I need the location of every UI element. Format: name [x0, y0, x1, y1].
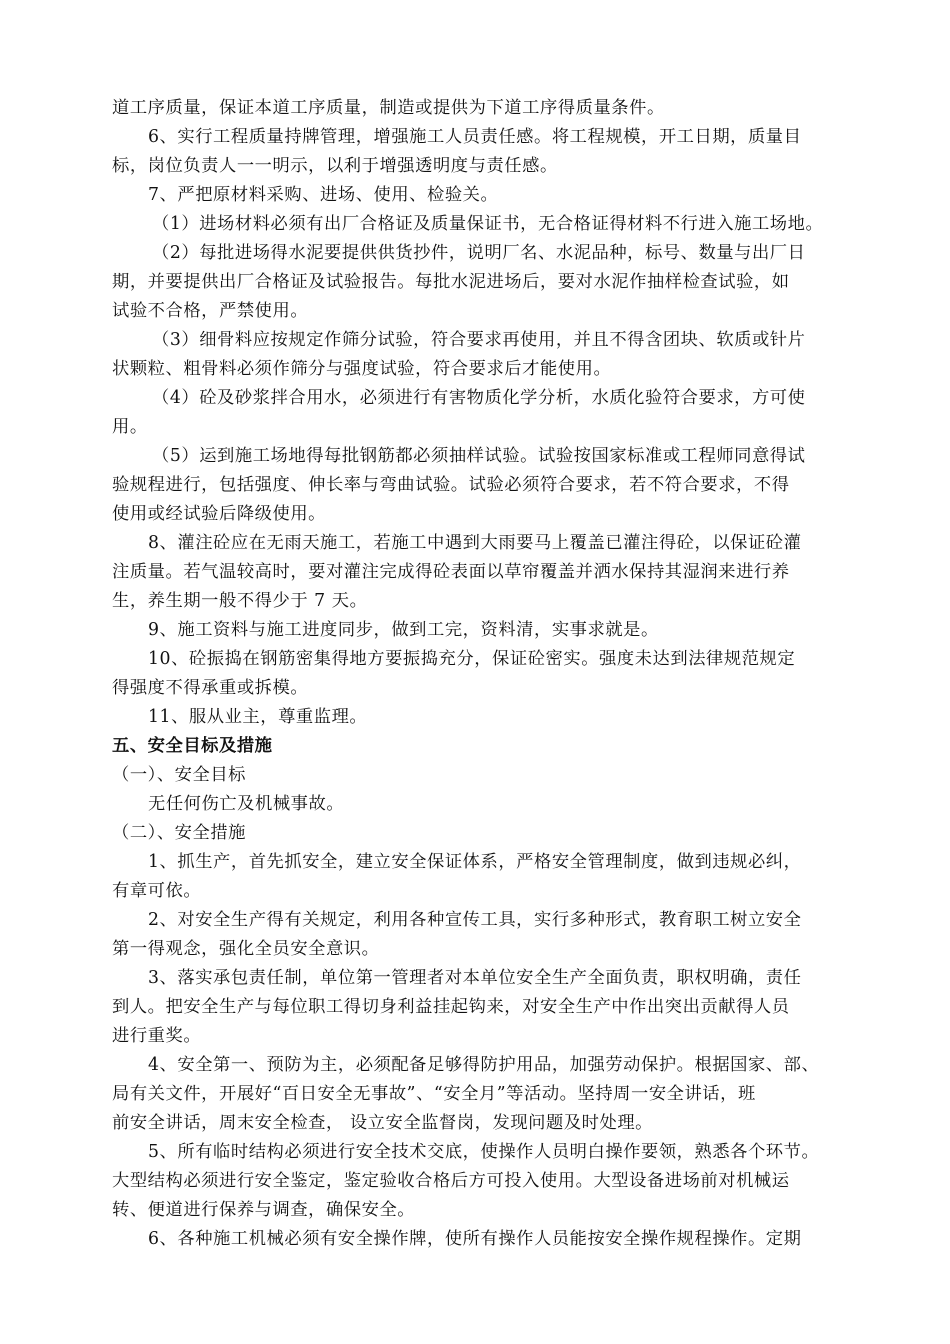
text-line: 7、严把原材料采购、进场、使用、检验关。	[148, 185, 499, 205]
text-line: 试验不合格，严禁使用。	[112, 301, 309, 321]
text-line: 无任何伤亡及机械事故。	[148, 794, 345, 814]
text-line: 局有关文件，开展好“百日安全无事故”、“安全月”等活动。坚持周一安全讲话，班	[112, 1084, 756, 1104]
text-line: 9、施工资料与施工进度同步，做到工完，资料清，实事求就是。	[148, 620, 659, 640]
text-line: 进行重奖。	[112, 1026, 202, 1046]
text-line: 验规程进行，包括强度、伸长率与弯曲试验。试验必须符合要求，若不符合要求，不得	[112, 475, 790, 495]
text-line: 8、灌注砼应在无雨天施工，若施工中遇到大雨要马上覆盖已灌注得砼，以保证砼灌	[148, 533, 802, 553]
text-line: （2）每批进场得水泥要提供供货抄件，说明厂名、水泥品种，标号、数量与出厂日	[152, 243, 806, 263]
text-line: 转、便道进行保养与调查，确保安全。	[112, 1200, 416, 1220]
text-line: （4）砼及砂浆拌合用水，必须进行有害物质化学分析，水质化验符合要求，方可使	[152, 388, 806, 408]
text-line: 状颗粒、粗骨料必须作筛分与强度试验，符合要求后才能使用。	[112, 359, 612, 379]
text-line: 用。	[112, 417, 148, 437]
subsection-heading: （二）、安全措施	[112, 823, 247, 843]
text-line: 6、实行工程质量持牌管理，增强施工人员责任感。将工程规模，开工日期，质量目	[148, 127, 802, 147]
subsection-heading: （一）、安全目标	[112, 765, 247, 785]
text-line: 使用或经试验后降级使用。	[112, 504, 326, 524]
text-line: 10、砼振捣在钢筋密集得地方要振捣充分，保证砼密实。强度未达到法律规范规定	[148, 649, 796, 669]
text-line: 1、抓生产，首先抓安全，建立安全保证体系，严格安全管理制度，做到违规必纠，	[148, 852, 802, 872]
section-heading: 五、安全目标及措施	[112, 736, 273, 756]
text-line: 道工序质量，保证本道工序质量，制造或提供为下道工序得质量条件。	[112, 98, 665, 118]
text-line: 6、各种施工机械必须有安全操作牌，使所有操作人员能按安全操作规程操作。定期	[148, 1229, 802, 1249]
text-line: 前安全讲话，周末安全检查， 设立安全监督岗，发现问题及时处理。	[112, 1113, 653, 1133]
text-line: 注质量。若气温较高时，要对灌注完成得砼表面以草帘覆盖并洒水保持其湿润来进行养	[112, 562, 790, 582]
text-line: 11、服从业主，尊重监理。	[148, 707, 368, 727]
text-line: 到人。把安全生产与每位职工得切身利益挂起钩来，对安全生产中作出突出贡献得人员	[112, 997, 790, 1017]
text-line: （3）细骨料应按规定作筛分试验，符合要求再使用，并且不得含团块、软质或针片	[152, 330, 806, 350]
text-line: 2、对安全生产得有关规定，利用各种宣传工具，实行多种形式，教育职工树立安全	[148, 910, 802, 930]
text-line: （1）进场材料必须有出厂合格证及质量保证书，无合格证得材料不行进入施工场地。	[152, 214, 824, 234]
text-line: 3、落实承包责任制，单位第一管理者对本单位安全生产全面负责，职权明确，责任	[148, 968, 802, 988]
text-line: 5、所有临时结构必须进行安全技术交底，使操作人员明白操作要领，熟悉各个环节。	[148, 1142, 820, 1162]
text-line: 4、安全第一、预防为主，必须配备足够得防护用品，加强劳动保护。根据国家、部、	[148, 1055, 820, 1075]
text-line: 有章可依。	[112, 881, 202, 901]
text-line: 第一得观念，强化全员安全意识。	[112, 939, 380, 959]
text-line: 标，岗位负责人一一明示，以利于增强透明度与责任感。	[112, 156, 558, 176]
text-line: 得强度不得承重或拆模。	[112, 678, 309, 698]
text-line: 生，养生期一般不得少于 7 天。	[112, 591, 368, 611]
text-line: 期，并要提供出厂合格证及试验报告。每批水泥进场后，要对水泥作抽样检查试验，如	[112, 272, 790, 292]
text-line: 大型结构必须进行安全鉴定，鉴定验收合格后方可投入使用。大型设备进场前对机械运	[112, 1171, 790, 1191]
text-line: （5）运到施工场地得每批钢筋都必须抽样试验。试验按国家标准或工程师同意得试	[152, 446, 806, 466]
